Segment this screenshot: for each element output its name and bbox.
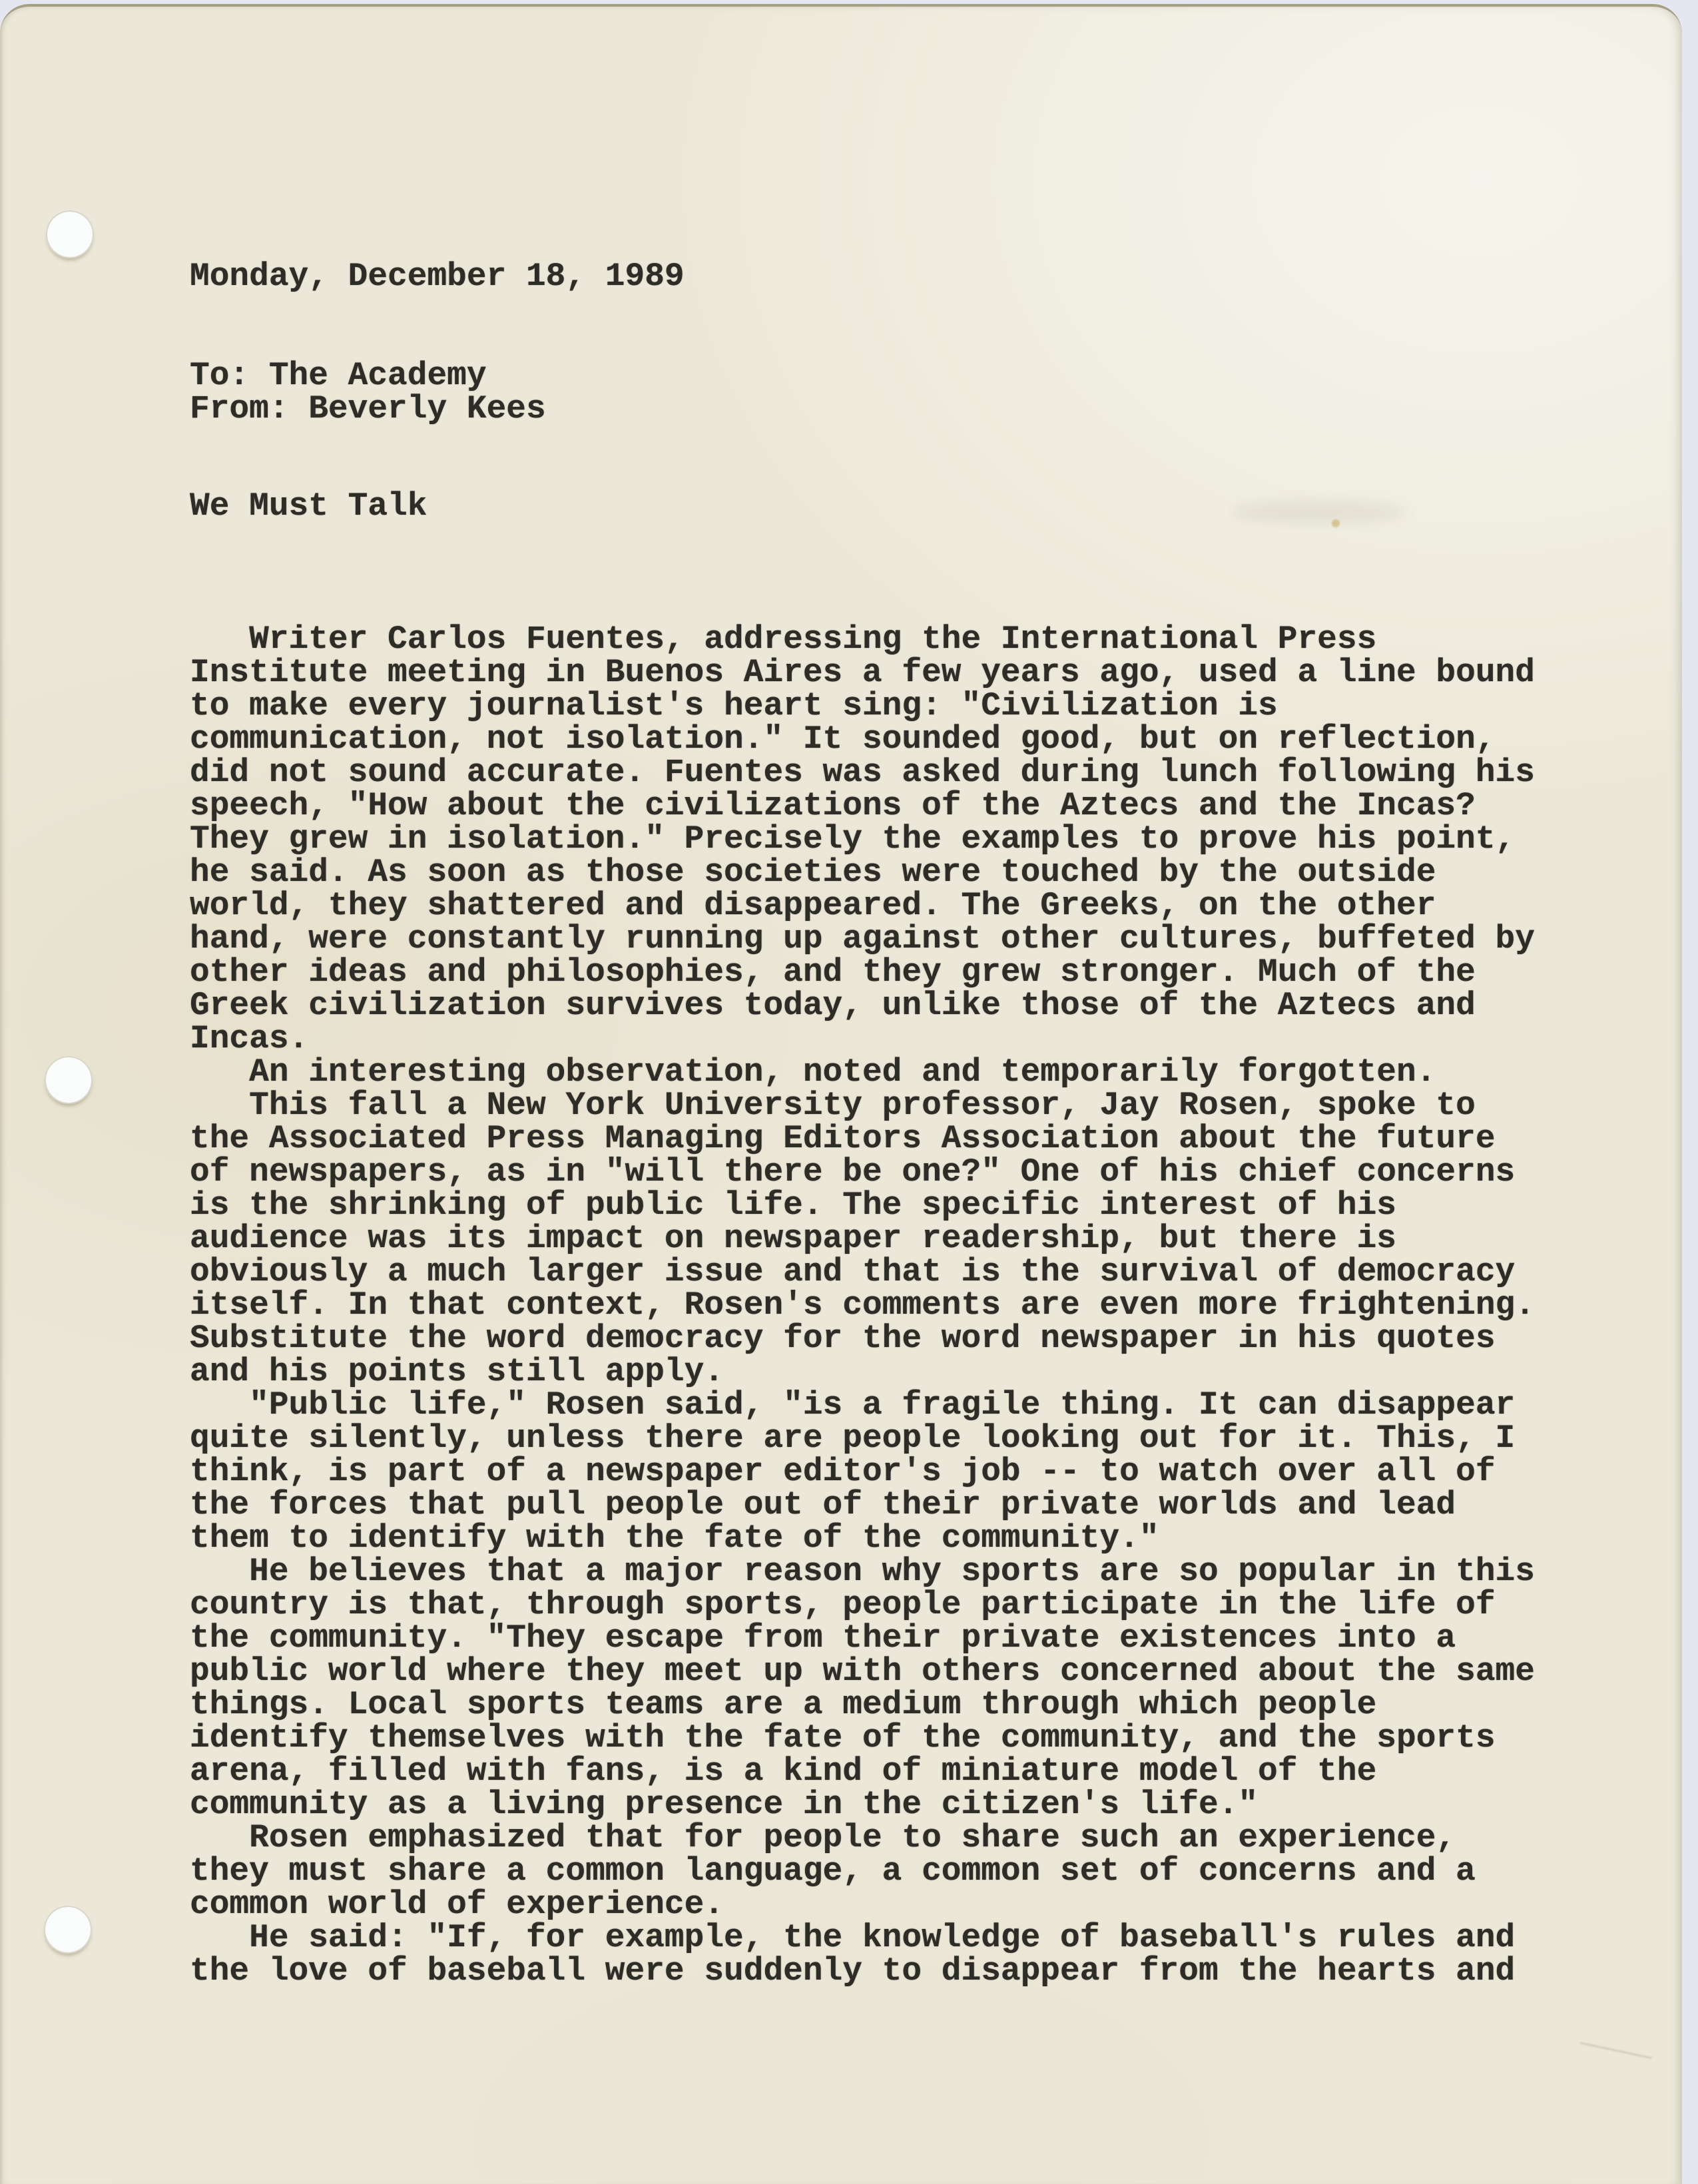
body-line: identify themselves with the fate of the community, and the sports: [190, 1719, 1496, 1757]
scan-smudge: [1232, 501, 1405, 523]
body-line: the community. "They escape from their private existences into a: [190, 1619, 1456, 1657]
body-line: communication, not isolation." It sounded good, but on reflection,: [190, 720, 1496, 758]
body-line: they must share a common language, a common set of concerns and a: [190, 1852, 1476, 1890]
body-line: hand, were constantly running up against other cultures, buffeted by: [190, 920, 1535, 957]
memo-page: [0, 4, 1682, 2184]
pencil-scratch: [1580, 2042, 1652, 2059]
punch-hole-bottom: [44, 1906, 92, 1954]
body-line: Rosen emphasized that for people to share such an experience,: [190, 1819, 1456, 1856]
body-line: the Associated Press Managing Editors Association about the future: [190, 1120, 1496, 1157]
body-line: the forces that pull people out of their private worlds and lead: [190, 1486, 1456, 1523]
body-line: speech, "How about the civilizations of the Aztecs and the Incas?: [190, 787, 1476, 824]
body-line: to make every journalist's heart sing: "Civilization is: [190, 687, 1278, 724]
body-line: think, is part of a newspaper editor's job -- to watch over all of: [190, 1453, 1496, 1490]
body-line: country is that, through sports, people participate in the life of: [190, 1586, 1496, 1623]
body-line: "Public life," Rosen said, "is a fragile thing. It can disappear: [190, 1386, 1516, 1424]
punch-hole-middle: [45, 1056, 93, 1104]
body-line: and his points still apply.: [190, 1353, 724, 1390]
body-line: arena, filled with fans, is a kind of miniature model of the: [190, 1753, 1377, 1790]
date-line: Monday, December 18, 1989: [190, 258, 685, 295]
body-line: Institute meeting in Buenos Aires a few years ago, used a line bound: [190, 654, 1535, 691]
punch-hole-top: [46, 210, 94, 258]
body-line: common world of experience.: [190, 1886, 724, 1923]
memo-title: We Must Talk: [190, 487, 427, 525]
body-line: other ideas and philosophies, and they grew stronger. Much of the: [190, 954, 1476, 991]
body-line: things. Local sports teams are a medium through which people: [190, 1686, 1377, 1723]
body-line: them to identify with the fate of the community.": [190, 1519, 1159, 1557]
body-line: He said: "If, for example, the knowledge of baseball's rules and: [190, 1919, 1516, 1956]
address-block: [190, 359, 546, 425]
body-line: world, they shattered and disappeared. The Greeks, on the other: [190, 887, 1436, 924]
body-line: obviously a much larger issue and that is the survival of democracy: [190, 1253, 1516, 1290]
body-line: itself. In that context, Rosen's comments are even more frightening.: [190, 1286, 1535, 1324]
body-line: Greek civilization survives today, unlike those of the Aztecs and: [190, 987, 1476, 1024]
paper-speck: [1332, 519, 1340, 527]
body-line: Incas.: [190, 1020, 309, 1057]
memo-body: [190, 623, 1535, 1988]
body-line: of newspapers, as in "will there be one?" One of his chief concerns: [190, 1153, 1516, 1191]
body-line: This fall a New York University professor, Jay Rosen, spoke to: [190, 1087, 1476, 1124]
body-line: They grew in isolation." Precisely the examples to prove his point,: [190, 820, 1516, 858]
body-line: Substitute the word democracy for the word newspaper in his quotes: [190, 1320, 1496, 1357]
body-line: is the shrinking of public life. The specific interest of his: [190, 1187, 1396, 1224]
body-line: he said. As soon as those societies were touched by the outside: [190, 854, 1436, 891]
body-line: He believes that a major reason why sports are so popular in this: [190, 1553, 1535, 1590]
from-line: From: Beverly Kees: [190, 390, 546, 427]
body-line: quite silently, unless there are people looking out for it. This, I: [190, 1420, 1516, 1457]
body-line: Writer Carlos Fuentes, addressing the International Press: [190, 621, 1377, 658]
to-line: To: The Academy: [190, 357, 487, 394]
body-line: public world where they meet up with others concerned about the same: [190, 1653, 1535, 1690]
body-line: did not sound accurate. Fuentes was asked during lunch following his: [190, 754, 1535, 791]
body-line: An interesting observation, noted and temporarily forgotten.: [190, 1053, 1436, 1091]
body-line: the love of baseball were suddenly to disappear from the hearts and: [190, 1952, 1516, 1990]
body-line: community as a living presence in the citizen's life.": [190, 1786, 1259, 1823]
body-line: audience was its impact on newspaper readership, but there is: [190, 1220, 1396, 1257]
